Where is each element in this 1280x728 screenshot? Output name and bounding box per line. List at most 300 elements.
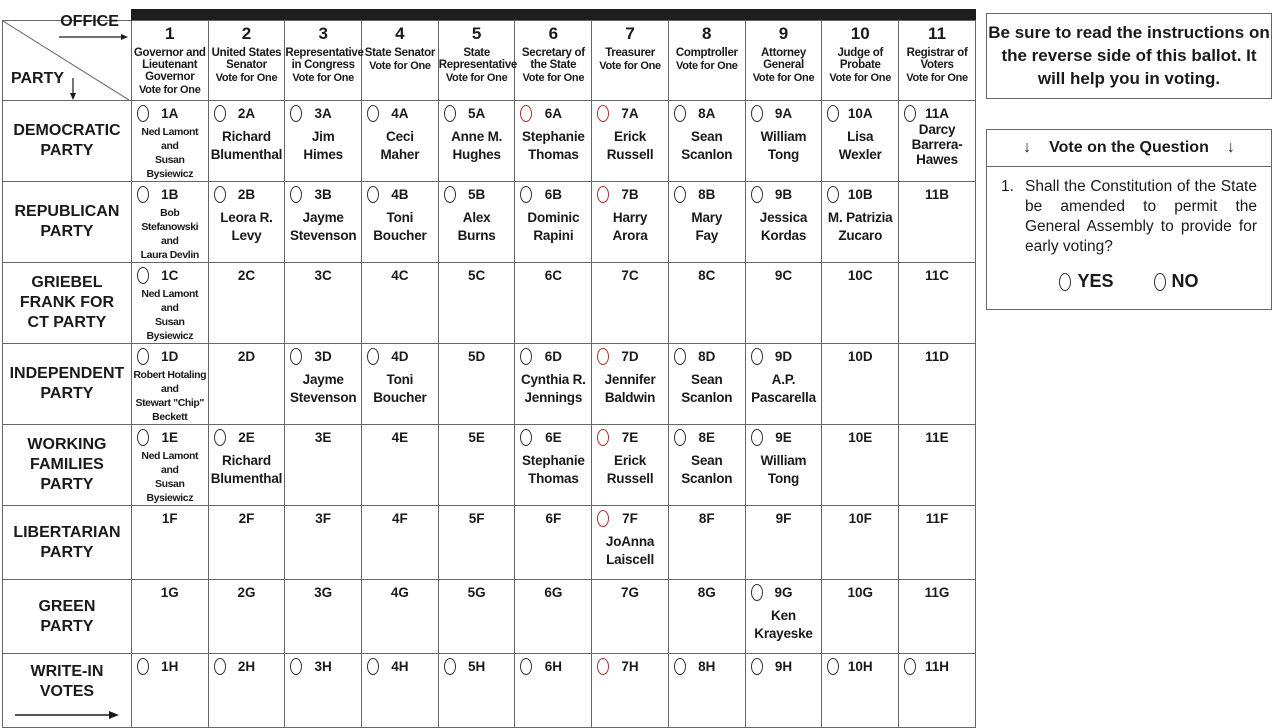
candidate-name-line: Erick [614,453,647,468]
candidate-cell-9e[interactable] [745,425,822,506]
cell-code: 1D [161,349,179,364]
cell-code: 10F [848,511,872,526]
candidate-cell-7a[interactable] [592,101,669,182]
vote-oval[interactable] [137,658,149,675]
office-number: 7 [625,24,635,43]
candidate-name-line: and [161,464,179,476]
candidate-name-line: Zucaro [838,228,883,243]
candidate-cell-11b [899,182,976,263]
cell-code: 6C [544,268,562,283]
cell-code: 5G [467,585,486,600]
cell-code: 7F [622,511,638,526]
candidate-cell-7g [592,580,669,654]
no-option[interactable] [1154,271,1199,292]
cell-code: 4H [391,659,409,674]
vote-oval[interactable] [751,348,763,365]
cell-code: 2F [238,511,255,526]
candidate-cell-8b[interactable] [668,182,745,263]
yes-oval[interactable] [1059,273,1071,291]
candidate-name-line: Toni [386,372,414,387]
vote-oval[interactable] [137,186,149,203]
candidate-cell-4b[interactable] [362,182,439,263]
vote-oval[interactable] [904,105,916,122]
candidate-cell-10b[interactable] [822,182,899,263]
candidate-name-line: Richard [222,129,271,144]
candidate-name-line: Hawes [916,152,958,167]
candidate-cell-4d[interactable] [362,344,439,425]
candidate-name-line: Hughes [452,147,501,162]
candidate-cell-1e[interactable] [131,425,208,506]
question-text: Shall the Constitution of the State be amended to permit the General Assembly to provide for early voting? [1025,178,1257,255]
instructions-box [986,13,1272,99]
candidate-name-line: Thomas [528,471,579,486]
candidate-cell-3h[interactable] [285,654,362,728]
cell-code: 3D [314,349,332,364]
candidate-cell-9b[interactable] [745,182,822,263]
candidate-name-line: Jayme [302,372,344,387]
party-label-cell [3,344,132,425]
candidate-cell-8f [668,506,745,580]
candidate-cell-11e [899,425,976,506]
vote-oval[interactable] [367,658,379,675]
candidate-cell-4c [362,263,439,344]
vote-oval[interactable] [137,267,149,284]
candidate-cell-5g [438,580,515,654]
ballot-grid [2,9,976,728]
candidate-name-line: Lisa [847,129,874,144]
office-number: 8 [702,24,712,43]
candidate-cell-9h[interactable] [745,654,822,728]
cell-code: 6B [544,187,562,202]
candidate-name-line: Ceci [386,129,414,144]
office-header-3 [285,21,362,101]
cell-code: 1G [160,585,179,600]
candidate-name-line: Susan Bysiewicz [146,316,194,342]
candidate-name-line: Fay [695,228,719,243]
no-oval[interactable] [1154,273,1166,291]
vote-oval[interactable] [367,105,379,122]
candidate-name-line: Bob Stefanowski [141,207,199,233]
candidate-cell-6h[interactable] [515,654,592,728]
party-name-line: PARTY [40,543,94,561]
candidate-cell-3g [285,580,362,654]
cell-code: 4D [391,349,409,364]
party-row [3,506,976,580]
vote-oval[interactable] [137,105,149,122]
candidate-name-line: Anne M. [451,129,503,144]
no-label: NO [1171,271,1199,291]
yes-option[interactable] [1059,271,1113,292]
candidate-cell-8a[interactable] [668,101,745,182]
candidate-cell-6b[interactable] [515,182,592,263]
cell-code: 3F [315,511,332,526]
vote-oval[interactable] [674,348,686,365]
candidate-name-line: Barrera- [911,137,963,152]
candidate-name-line: and [161,235,179,247]
candidate-cell-11a[interactable] [899,101,976,182]
candidate-name-line: Jessica [759,210,808,225]
office-title: United States Senator [211,47,282,72]
cell-code: 9H [774,659,793,674]
office-header-1 [131,21,208,101]
party-row [3,344,976,425]
vote-oval[interactable] [137,429,149,446]
vote-for-one: Vote for One [215,72,278,85]
vote-oval[interactable] [444,105,456,122]
cell-code: 2H [237,659,256,674]
vote-oval[interactable] [367,186,379,203]
vote-oval[interactable] [214,658,226,675]
candidate-cell-7d[interactable] [592,344,669,425]
vote-oval[interactable] [751,658,763,675]
vote-for-one: Vote for One [445,72,508,85]
question-heading-text: Vote on the Question [1049,139,1209,156]
candidate-name-line: Boucher [373,390,427,405]
office-header-2 [208,21,285,101]
office-title: Comptroller [675,47,738,59]
candidate-name-line: Russell [606,471,654,486]
party-name-line: PARTY [40,476,94,493]
candidate-name-line: Tong [767,471,800,486]
party-name-line: DEMOCRATIC [13,122,121,139]
candidate-cell-10c [822,263,899,344]
candidate-name-line: Jennings [524,390,583,405]
candidate-cell-7e[interactable] [592,425,669,506]
candidate-cell-5c [438,263,515,344]
office-number: 3 [318,24,328,43]
vote-oval[interactable] [751,429,763,446]
party-name-line: CT PARTY [27,314,107,331]
candidate-cell-4a[interactable] [362,101,439,182]
vote-for-one: Vote for One [138,84,201,97]
candidate-name-line: Jayme [302,210,344,225]
candidate-cell-1c[interactable] [131,263,208,344]
question-body [987,167,1271,257]
vote-oval[interactable] [751,584,763,601]
candidate-cell-10d [822,344,899,425]
vote-for-one: Vote for One [752,72,815,85]
vote-oval[interactable] [214,186,226,203]
office-title: Registrar of Voters [906,47,968,72]
party-label: PARTY [11,70,65,87]
cell-code: 6G [544,585,563,600]
office-title: State Senator [364,47,436,59]
candidate-cell-5d [438,344,515,425]
cell-code: 2B [237,187,256,202]
candidate-name-line: William [760,129,807,144]
vote-oval[interactable] [674,658,686,675]
candidate-name-line: Scanlon [681,471,733,486]
cell-code: 2D [237,349,256,364]
header-bar [131,9,975,21]
candidate-cell-10e [822,425,899,506]
candidate-name-line: M. Patrizia [827,210,893,225]
vote-for-one: Vote for One [675,60,738,73]
cell-code: 4E [391,430,409,445]
candidate-cell-4e [362,425,439,506]
candidate-name-line: Thomas [528,147,579,162]
vote-for-one: Vote for One [292,72,354,85]
down-arrow-icon: ↓ [1023,139,1032,156]
party-label-cell [3,101,132,182]
office-header-5 [438,21,518,101]
candidate-name-line: Stevenson [289,390,357,405]
vote-oval[interactable] [751,186,763,203]
party-name-line: INDEPENDENT [9,365,125,382]
office-label: OFFICE [60,13,119,30]
party-label-cell [3,425,132,506]
cell-code: 8C [698,268,716,283]
candidate-name-line: Cynthia R. [520,372,586,387]
cell-code: 8A [698,106,716,121]
candidate-name-line: Laiscell [606,552,655,567]
office-header-7 [592,21,669,101]
candidate-name-line: Susan Bysiewicz [146,478,194,504]
candidate-cell-1d[interactable] [131,344,208,425]
party-name-line: GREEN [38,597,96,615]
candidate-cell-4f [362,506,439,580]
cell-code: 5C [467,268,486,283]
candidate-cell-1f [131,506,208,580]
candidate-name-line: Alex [462,210,491,225]
cell-code: 7A [621,106,639,121]
candidate-name-line: Toni [386,210,414,225]
candidate-cell-8g [668,580,745,654]
office-number: 6 [548,24,559,43]
vote-oval[interactable] [751,105,763,122]
cell-code: 10G [847,585,873,600]
vote-for-one: Vote for One [522,72,585,85]
cell-code: 3G [314,585,333,600]
vote-oval[interactable] [904,658,916,675]
candidate-cell-8d[interactable] [668,344,745,425]
cell-code: 10E [848,430,873,445]
party-name-line: WORKING [27,436,107,453]
candidate-name-line: Russell [606,147,654,162]
office-title: Treasurer [605,47,655,59]
party-name-line: REPUBLICAN [14,203,120,220]
candidate-cell-11h[interactable] [899,654,976,728]
candidate-name-line: Jennifer [604,372,656,387]
candidate-name-line: Blumenthal [210,147,283,162]
cell-code: 3C [314,268,332,283]
candidate-name-line: Sean [691,129,723,144]
candidate-cell-5e [438,425,515,506]
cell-code: 6D [544,349,562,364]
vote-oval[interactable] [137,348,149,365]
vote-oval[interactable] [674,186,686,203]
cell-code: 9A [774,106,793,121]
cell-code: 4C [391,268,409,283]
party-name-line: PARTY [40,617,94,635]
candidate-name-line: Laura Devlin [140,249,199,261]
candidate-cell-2d [208,344,285,425]
cell-code: 4F [392,511,408,526]
candidate-cell-6a[interactable] [515,101,592,182]
party-label-cell [3,580,132,654]
candidate-cell-5f [438,506,515,580]
cell-code: 4A [391,106,409,121]
party-name-line: GRIEBEL [31,274,103,291]
vote-for-one: Vote for One [906,72,968,85]
office-number: 11 [928,24,947,43]
cell-code: 11B [925,187,950,202]
cell-code: 1H [161,659,179,674]
candidate-cell-8h[interactable] [668,654,745,728]
candidate-cell-7c [592,263,669,344]
cell-code: 7H [621,659,639,674]
cell-code: 8F [698,511,715,526]
candidate-name-line: Levy [231,228,262,243]
candidate-cell-2a[interactable] [208,101,285,182]
office-header-10 [822,21,899,101]
cell-code: 8G [697,585,716,600]
candidate-cell-2g [208,580,285,654]
candidate-cell-4h[interactable] [362,654,439,728]
office-number: 1 [165,24,175,43]
cell-code: 5E [468,430,485,445]
cell-code: 2A [237,106,256,121]
cell-code: 1C [161,268,179,283]
cell-code: 9E [775,430,792,445]
candidate-name-line: Maher [380,147,420,162]
candidate-name-line: Harry [612,210,648,225]
candidate-name-line: Arora [612,228,648,243]
party-row [3,654,976,728]
office-title: State Representative [438,47,518,72]
party-label-cell [3,654,132,728]
candidate-name-line: Stephanie [521,453,585,468]
candidate-name-line: Erick [614,129,647,144]
candidate-cell-10g [822,580,899,654]
candidate-cell-6f [515,506,592,580]
cell-code: 8E [698,430,716,445]
office-title: Attorney General [761,47,806,72]
candidate-cell-3d[interactable] [285,344,362,425]
candidate-name-line: A.P. [771,372,796,387]
office-header-4 [362,21,439,101]
candidate-name-line: Tong [767,147,800,162]
cell-code: 11D [925,349,950,364]
party-label-cell [3,506,132,580]
candidate-cell-9c [745,263,822,344]
candidate-cell-6d[interactable] [515,344,592,425]
cell-code: 5H [467,659,486,674]
candidate-cell-9a[interactable] [745,101,822,182]
candidate-cell-2h[interactable] [208,654,285,728]
candidate-cell-8e[interactable] [668,425,745,506]
party-row [3,182,976,263]
candidate-cell-10a[interactable] [822,101,899,182]
office-number: 10 [850,24,870,43]
candidate-name-line: Scanlon [681,390,733,405]
party-name-line: PARTY [40,385,94,402]
candidate-name-line: Susan Bysiewicz [146,154,194,180]
cell-code: 3H [314,659,332,674]
cell-code: 1A [161,106,179,121]
candidate-name-line: Boucher [373,228,427,243]
candidate-cell-2e[interactable] [208,425,285,506]
candidate-cell-2b[interactable] [208,182,285,263]
candidate-name-line: Ned Lamont [141,288,199,300]
candidate-cell-7h[interactable] [592,654,669,728]
cell-code: 9B [774,187,793,202]
cell-code: 5A [467,106,486,121]
candidate-name-line: Sean [691,372,723,387]
candidate-cell-3c [285,263,362,344]
office-number: 9 [778,24,789,43]
cell-code: 11E [925,430,949,445]
candidate-cell-3a[interactable] [285,101,362,182]
candidate-name-line: and [161,302,179,314]
candidate-cell-6e[interactable] [515,425,592,506]
candidate-cell-1g [131,580,208,654]
cell-code: 8D [698,349,716,364]
candidate-cell-1h[interactable] [131,654,208,728]
candidate-cell-5a[interactable] [438,101,515,182]
candidate-name-line: Jim [311,129,335,144]
vote-oval[interactable] [214,429,226,446]
office-number: 4 [395,24,405,43]
candidate-cell-10h[interactable] [822,654,899,728]
party-name-line: VOTES [39,682,95,700]
cell-code: 11A [925,106,950,121]
office-header-11 [899,21,976,101]
party-name-line: PARTY [40,223,94,240]
candidate-name-line: Ned Lamont [141,126,199,138]
candidate-cell-11g [899,580,976,654]
vote-oval[interactable] [367,348,379,365]
candidate-name-line: Leora R. [220,210,273,225]
office-title: Secretary of the State [521,47,585,72]
vote-oval[interactable] [444,658,456,675]
candidate-cell-1a[interactable] [131,101,208,182]
candidate-name-line: and [161,140,179,152]
cell-code: 11C [925,268,950,283]
cell-code: 7B [621,187,639,202]
candidate-name-line: Darcy [918,122,956,137]
vote-oval[interactable] [674,105,686,122]
candidate-cell-7b[interactable] [592,182,669,263]
office-header-9 [745,21,822,101]
vote-oval[interactable] [674,429,686,446]
candidate-cell-5b[interactable] [438,182,515,263]
vote-oval[interactable] [444,186,456,203]
candidate-name-line: Wexler [838,147,882,162]
cell-code: 5D [467,349,486,364]
candidate-cell-11f [899,506,976,580]
candidate-cell-3b[interactable] [285,182,362,263]
candidate-name-line: Kordas [760,228,807,243]
vote-oval[interactable] [214,105,226,122]
cell-code: 1E [161,430,178,445]
candidate-name-line: JoAnna [605,534,655,549]
cell-code: 9G [774,585,793,600]
candidate-cell-1b[interactable] [131,182,208,263]
question-number: 1. [1001,178,1014,195]
cell-code: 6A [544,106,562,121]
cell-code: 9D [774,349,793,364]
candidate-cell-9g[interactable] [745,580,822,654]
office-party-corner [3,13,132,101]
candidate-cell-9d[interactable] [745,344,822,425]
candidate-cell-7f[interactable] [592,506,669,580]
candidate-cell-4g [362,580,439,654]
candidate-name-line: Krayeske [754,626,813,641]
candidate-cell-5h[interactable] [438,654,515,728]
candidate-name-line: Rapini [533,228,574,243]
party-name-line: PARTY [40,142,94,159]
